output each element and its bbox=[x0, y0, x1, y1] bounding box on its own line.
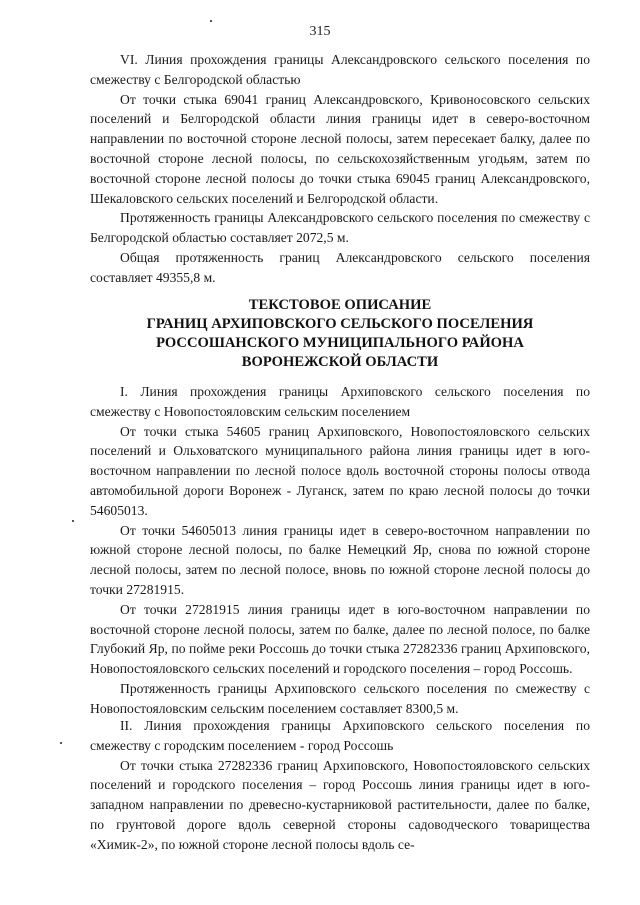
title-line: ГРАНИЦ АРХИПОВСКОГО СЕЛЬСКОГО ПОСЕЛЕНИЯ bbox=[146, 316, 534, 332]
section-i-paragraph: От точки 54605013 линия границы идет в северо-восточном направлении по южной стороне лесной полосы, по балке Немецкий Яр, снова по южной стороне лесной полосы, затем по лесной полосе, вновь по южной стороне лесной полосы до точки 27281915. bbox=[90, 522, 590, 597]
section-i-length: Протяженность границы Архиповского сельского поселения по смежеству с Новопостояловским сельским поселением составляет 8300,5 м. bbox=[90, 680, 590, 716]
section-vi-paragraph: От точки стыка 69041 границ Александровского, Кривоносовского сельских поселений и Белгородской области линия границы идет в северо-восточном направлении по восточной стороне лесной полосы, затем пересекает балку, далее по восточной стороне лесной полосы, по сельскохозяйственным угодьям, затем по восточной стороне лесной полосы до точки стыка 69045 границ Александровского, Шекаловского сельских поселений и Белгородской области. bbox=[90, 91, 590, 206]
section-vi-length: Протяженность границы Александровского сельского поселения по смежеству с Белгородской областью составляет 2072,5 м. bbox=[90, 210, 590, 246]
section-ii bbox=[90, 716, 590, 855]
section-vi-heading: VI. Линия прохождения границы Александровского сельского поселения по смежеству с Белгородской областью bbox=[90, 52, 590, 87]
document-title bbox=[90, 296, 590, 372]
section-vi bbox=[90, 50, 590, 288]
section-ii-heading: II. Линия прохождения границы Архиповского сельского поселения по смежеству с городским поселением - город Россошь bbox=[90, 718, 590, 753]
section-i-paragraph: От точки 27281915 линия границы идет в юго-восточном направлении по восточной стороне лесной полосы, затем по балке, далее по лесной полосе, по балке Глубокий Яр, по пойме реки Россошь до точки стыка 27282336 границ Архиповского, Новопостояловского сельских поселений и городского поселения – город Россошь. bbox=[90, 601, 590, 677]
page-number: 315 bbox=[309, 24, 331, 39]
section-i-paragraph: От точки стыка 54605 границ Архиповского, Новопостояловского сельских поселений и Ольховатского муниципального района линия границы идет в юго-восточном направлении по лесной полосе вдоль восточной стороны полосы отвода автомобильной дороги Воронеж - Луганск, затем по краю лесной полосы до точки 54605013. bbox=[90, 423, 590, 518]
section-vi-total-length: Общая протяженность границ Александровского сельского поселения составляет 49355,8 м. bbox=[90, 249, 590, 285]
section-i-heading: I. Линия прохождения границы Архиповского сельского поселения по смежеству с Новопостояловским сельским поселением bbox=[90, 384, 590, 419]
scan-speck bbox=[210, 20, 212, 22]
section-i bbox=[90, 382, 590, 719]
title-line: РОССОШАНСКОГО МУНИЦИПАЛЬНОГО РАЙОНА bbox=[156, 335, 524, 351]
scan-speck bbox=[60, 742, 62, 744]
section-ii-paragraph: От точки стыка 27282336 границ Архиповского, Новопостояловского сельских поселений и городского поселения – город Россошь линия границы идет в юго-западном направлении по древесно-кустарниковой растительности, далее по балке, по грунтовой дороге вдоль северной стороны садоводческого товарищества «Химик-2», по южной стороне лесной полосы вдоль се- bbox=[90, 757, 590, 852]
title-line: ТЕКСТОВОЕ ОПИСАНИЕ bbox=[248, 297, 432, 313]
title-line: ВОРОНЕЖСКОЙ ОБЛАСТИ bbox=[241, 354, 439, 370]
scan-speck bbox=[72, 520, 74, 522]
